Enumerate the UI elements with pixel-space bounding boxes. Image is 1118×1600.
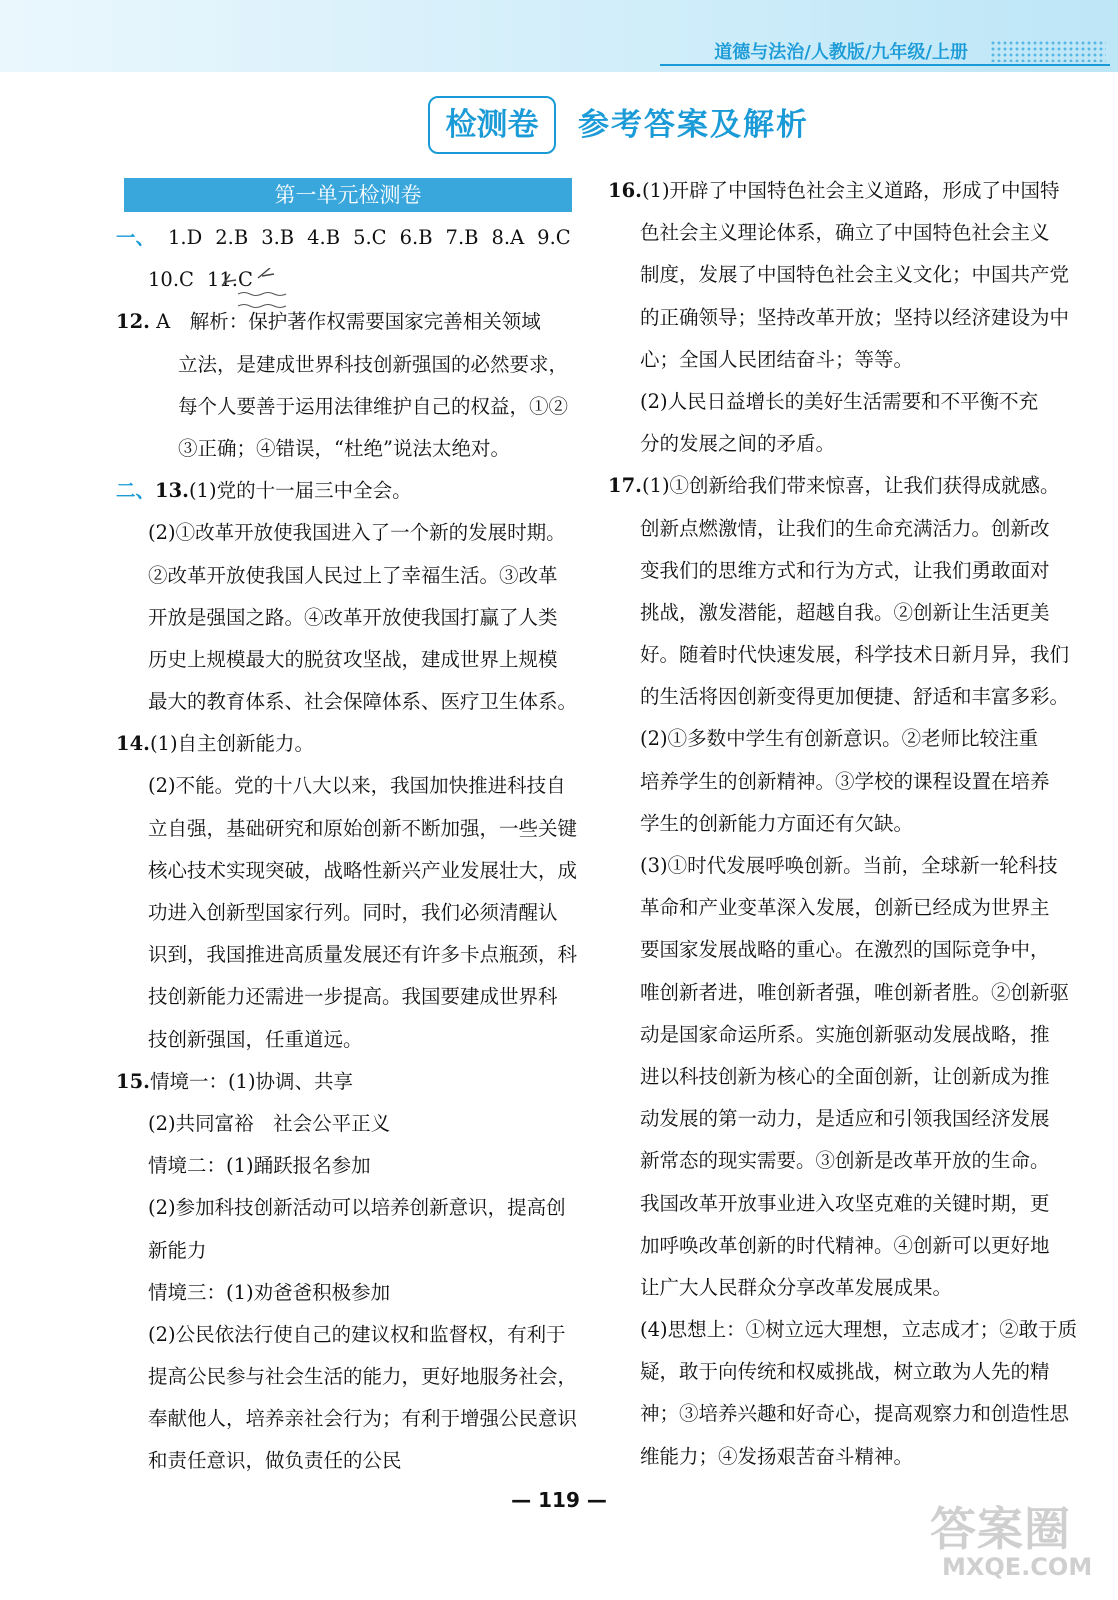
answer-line	[608, 592, 1078, 634]
question-number: 12.	[116, 310, 150, 334]
answer-text: 和责任意识，做负责任的公民	[148, 1449, 402, 1473]
answer-line	[116, 386, 586, 428]
answer-text: 疑，敢于向传统和权威挑战，树立敢为人先的精	[640, 1360, 1050, 1384]
answer-text: 新能力	[148, 1238, 207, 1262]
section-label: 一、	[116, 226, 156, 249]
page-number: — 119 —	[511, 1488, 607, 1512]
answer-text: 立法，是建成世界科技创新强国的必然要求，	[178, 352, 569, 376]
answer-text: 立自强，基础研究和原始创新不断加强，一些关键	[148, 816, 578, 840]
answer-line	[116, 1440, 586, 1482]
choice-answer: 6.B	[399, 226, 433, 249]
answer-line	[608, 381, 1078, 423]
answer-text: (1)开辟了中国特色社会主义道路，形成了中国特	[641, 179, 1060, 202]
answer-text: 最大的教育体系、社会保障体系、医疗卫生体系。	[148, 690, 578, 714]
left-column	[116, 217, 586, 1483]
answer-line	[116, 259, 586, 301]
answer-text: 变我们的思维方式和行为方式，让我们勇敢面对	[640, 558, 1050, 582]
answer-line	[608, 1393, 1078, 1435]
answer-text: ②改革开放使我国人民过上了幸福生活。③改革	[148, 563, 558, 587]
answer-line	[608, 972, 1078, 1014]
answer-line	[116, 555, 586, 597]
question-number: 13.	[155, 479, 189, 503]
question-number: 16.	[608, 179, 642, 202]
choice-answer: 7.B	[445, 226, 479, 249]
answer-text: 培养学生的创新精神。③学校的课程设置在培养	[640, 769, 1050, 793]
answer-text: 神；③培养兴趣和好奇心，提高观察力和创造性思	[640, 1402, 1070, 1426]
right-column	[608, 170, 1078, 1478]
answer-line	[116, 1061, 586, 1103]
answer-text: 创新点燃激情，让我们的生命充满活力。创新改	[640, 516, 1050, 540]
answer-line	[116, 1356, 586, 1398]
answer-text: 识到，我国推进高质量发展还有许多卡点瓶颈，科	[148, 943, 578, 967]
choice-answer: 10.C	[148, 268, 194, 292]
answer-line	[608, 803, 1078, 845]
answer-line	[608, 761, 1078, 803]
title-badge: 检测卷	[428, 96, 556, 154]
answer-text: 每个人要善于运用法律维护自己的权益，①②	[178, 394, 569, 418]
answer-line	[608, 1056, 1078, 1098]
choice-answer: 5.C	[353, 226, 387, 249]
answer-line	[116, 976, 586, 1018]
answer-text: 挑战，激发潜能，超越自我。②创新让生活更美	[640, 600, 1050, 624]
answer-line	[116, 1019, 586, 1061]
answer-line	[608, 718, 1078, 760]
answer-line	[116, 1103, 586, 1145]
choice-answer: 8.A	[491, 226, 525, 249]
answer-text: (2)①多数中学生有创新意识。②老师比较注重	[640, 727, 1039, 751]
answer-text: 动是国家命运所系。实施创新驱动发展战略，推	[640, 1022, 1050, 1046]
answer-line	[116, 892, 586, 934]
question-number: 15.	[116, 1069, 150, 1093]
header-rule	[660, 64, 1110, 66]
section-banner: 第一单元检测卷	[124, 178, 572, 212]
answer-text: (2)公民依法行使自己的建议权和监督权，有利于	[148, 1322, 566, 1346]
answer-line	[608, 339, 1078, 381]
answer-text: 情境三：(1)劝爸爸积极参加	[148, 1280, 391, 1304]
answer-text: 奉献他人，培养亲社会行为；有利于增强公民意识	[148, 1407, 578, 1431]
handwritten-check-marks	[218, 268, 338, 318]
header-dot-pattern	[990, 40, 1106, 62]
answer-line	[608, 1183, 1078, 1225]
answer-line	[116, 217, 586, 259]
question-number: 14.	[116, 732, 150, 756]
choice-answer: 1.D	[168, 226, 203, 249]
answer-line	[608, 170, 1078, 212]
answer-line	[608, 254, 1078, 296]
answer-text: 心；全国人民团结奋斗；等等。	[640, 347, 914, 371]
choice-answer: 4.B	[307, 226, 341, 249]
answer-text: 分的发展之间的矛盾。	[640, 432, 836, 456]
answer-text: 情境二：(1)踊跃报名参加	[148, 1154, 371, 1178]
watermark-url: MXQE.COM	[942, 1553, 1093, 1581]
answer-text: 维能力；④发扬艰苦奋斗精神。	[640, 1444, 914, 1468]
answer-text: 开放是强国之路。④改革开放使我国打赢了人类	[148, 605, 558, 629]
answer-text: 技创新强国，任重道远。	[148, 1027, 363, 1051]
answer-text: 情境一：(1)协调、共享	[149, 1069, 354, 1093]
answer-line	[608, 676, 1078, 718]
answer-line	[608, 1098, 1078, 1140]
answer-line	[608, 929, 1078, 971]
answer-text: 进以科技创新为核心的全面创新，让创新成为推	[640, 1064, 1050, 1088]
answer-line	[116, 639, 586, 681]
answer-line	[116, 681, 586, 723]
answer-text: 的正确领导；坚持改革开放；坚持以经济建设为中	[640, 305, 1070, 329]
answer-line	[116, 808, 586, 850]
watermark-logo: 答案圈	[930, 1502, 1071, 1556]
answer-text: A 解析：保护著作权需要国家完善相关领域	[149, 310, 541, 334]
answer-text: (3)①时代发展呼唤创新。当前，全球新一轮科技	[640, 854, 1058, 877]
answer-line	[116, 1398, 586, 1440]
answer-line	[116, 850, 586, 892]
choice-answer: 9.C	[537, 226, 571, 249]
answer-text: 加呼唤改革创新的时代精神。④创新可以更好地	[640, 1233, 1050, 1257]
answer-line	[116, 1145, 586, 1187]
answer-text: 要国家发展战略的重心。在激烈的国际竞争中，	[640, 938, 1050, 962]
answer-text: 提高公民参与社会生活的能力，更好地服务社会，	[148, 1365, 578, 1389]
answer-text: 让广大人民群众分享改革发展成果。	[640, 1275, 953, 1299]
answer-text: (2)不能。党的十八大以来，我国加快推进科技自	[148, 774, 566, 798]
answer-text: ③正确；④错误，“杜绝”说法太绝对。	[178, 436, 510, 460]
choice-answer: 2.B	[215, 226, 249, 249]
answer-line	[608, 550, 1078, 592]
answer-line	[116, 1272, 586, 1314]
answer-text: (4)思想上：①树立远大理想，立志成才；②敢于质	[640, 1318, 1078, 1342]
breadcrumb: 道德与法治/人教版/九年级/上册	[714, 42, 968, 63]
answer-line	[116, 1230, 586, 1272]
answer-line	[116, 470, 586, 512]
answer-text: 革命和产业变革深入发展，创新已经成为世界主	[640, 896, 1050, 920]
answer-line	[608, 1140, 1078, 1182]
answer-line	[608, 508, 1078, 550]
answer-line	[608, 845, 1078, 887]
answer-text: (2)共同富裕 社会公平正义	[148, 1111, 391, 1135]
answer-text: 的生活将因创新变得更加便捷、舒适和丰富多彩。	[640, 685, 1070, 709]
page-title: 参考答案及解析	[578, 107, 809, 143]
answer-text: (2)人民日益增长的美好生活需要和不平衡不充	[640, 389, 1039, 413]
answer-line	[608, 887, 1078, 929]
answer-line	[608, 212, 1078, 254]
answer-text: (2)参加科技创新活动可以培养创新意识，提高创	[148, 1196, 566, 1220]
choice-answer: 3.B	[261, 226, 295, 249]
answer-line	[608, 634, 1078, 676]
answer-text: 技创新能力还需进一步提高。我国要建成世界科	[148, 985, 558, 1009]
answer-line	[116, 1314, 586, 1356]
answer-text: 制度，发展了中国特色社会主义文化；中国共产党	[640, 263, 1070, 287]
answer-text: 唯创新者进，唯创新者强，唯创新者胜。②创新驱	[640, 980, 1070, 1004]
answer-text: 学生的创新能力方面还有欠缺。	[640, 811, 914, 835]
choice-answer: 11.C	[206, 268, 253, 292]
answer-text: 色社会主义理论体系，确立了中国特色社会主义	[640, 221, 1050, 245]
answer-line	[116, 512, 586, 554]
answer-line	[116, 597, 586, 639]
answer-line	[608, 1225, 1078, 1267]
answer-text: 动发展的第一动力，是适应和引领我国经济发展	[640, 1107, 1050, 1131]
answer-line	[608, 297, 1078, 339]
answer-text: 历史上规模最大的脱贫攻坚战，建成世界上规模	[148, 647, 558, 671]
answer-line	[608, 1309, 1078, 1351]
answer-text: (1)①创新给我们带来惊喜，让我们获得成就感。	[641, 474, 1060, 498]
answer-text: (1)自主创新能力。	[149, 732, 315, 756]
answer-line	[116, 765, 586, 807]
answer-line	[608, 1436, 1078, 1478]
answer-line	[116, 301, 586, 343]
answer-text: 好。随着时代快速发展，科学技术日新月异，我们	[640, 643, 1070, 667]
answer-text: 核心技术实现突破，战略性新兴产业发展壮大，成	[148, 858, 578, 882]
answer-line	[116, 723, 586, 765]
answer-line	[608, 423, 1078, 465]
answer-text: (1)党的十一届三中全会。	[188, 479, 412, 503]
answer-line	[608, 465, 1078, 507]
section-label: 二、	[116, 479, 156, 503]
answer-line	[116, 1187, 586, 1229]
answer-line	[116, 934, 586, 976]
answer-text: (2)①改革开放使我国进入了一个新的发展时期。	[148, 521, 566, 545]
answer-line	[116, 344, 586, 386]
answer-line	[116, 428, 586, 470]
answer-text: 功进入创新型国家行列。同时，我们必须清醒认	[148, 901, 558, 924]
answer-line	[608, 1351, 1078, 1393]
answer-text: 我国改革开放事业进入攻坚克难的关键时期，更	[640, 1191, 1050, 1215]
answer-text: 新常态的现实需要。③创新是改革开放的生命。	[640, 1149, 1050, 1173]
question-number: 17.	[608, 474, 642, 498]
answer-line	[608, 1267, 1078, 1309]
answer-line	[608, 1014, 1078, 1056]
